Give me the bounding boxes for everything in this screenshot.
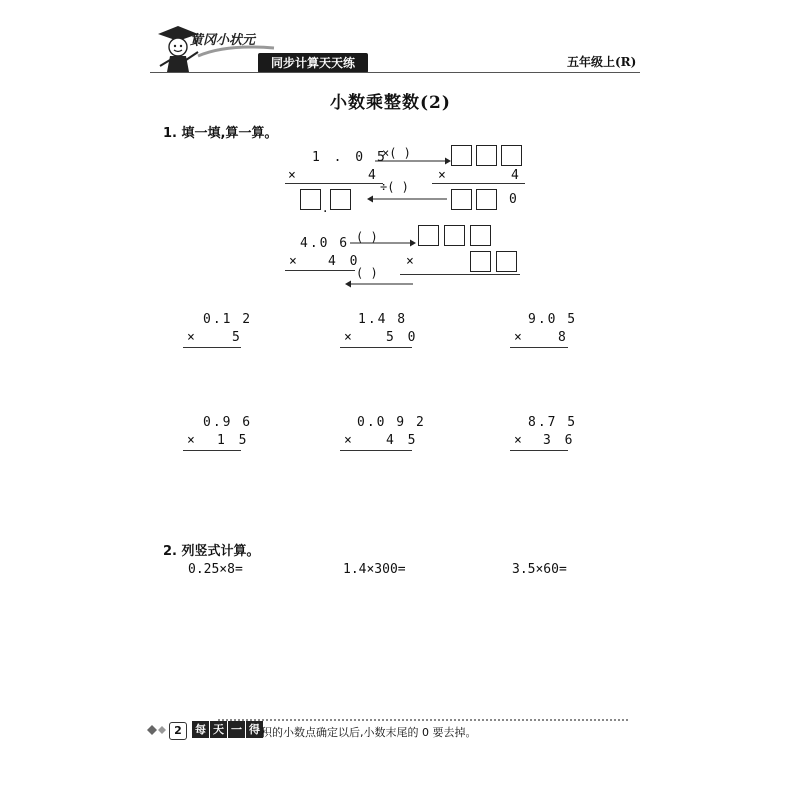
calc-item: 1.4×300= — [343, 562, 406, 577]
answer-box[interactable] — [501, 145, 522, 166]
answer-box[interactable] — [451, 145, 472, 166]
grade-label: 五年级上(R) — [567, 55, 637, 69]
series-title: 同步计算天天练 — [258, 53, 368, 73]
times-sign: × — [344, 433, 352, 448]
problem-top: 8.7 5 — [528, 415, 578, 430]
diagram-b-multiplier: 4 0 — [328, 254, 361, 269]
tip-char: 每 — [192, 721, 209, 738]
problem-top: 0.1 2 — [203, 312, 253, 327]
problem-rule — [510, 450, 568, 451]
times-sign: × — [514, 433, 522, 448]
diagram-b-times-sign: × — [289, 254, 297, 269]
problem-top: 0.0 9 2 — [357, 415, 426, 430]
answer-box[interactable] — [470, 251, 491, 272]
diagram-b-left-rule — [285, 270, 355, 271]
answer-box[interactable] — [470, 225, 491, 246]
tip-char: 一 — [228, 721, 245, 738]
answer-box[interactable] — [476, 189, 497, 210]
problem-rule — [340, 450, 412, 451]
problem-bottom: 8 — [558, 330, 566, 345]
daily-tip: 积的小数点确定以后,小数末尾的 0 要去掉。 — [261, 726, 477, 739]
answer-box[interactable] — [330, 189, 351, 210]
answer-box[interactable] — [496, 251, 517, 272]
question-1-label: 1. 填一填,算一算。 — [163, 126, 278, 141]
diagram-b-right-times: × — [406, 254, 414, 269]
diagram-a-right-times: × — [438, 168, 446, 183]
right-arrow-icon — [350, 238, 416, 248]
answer-box[interactable] — [444, 225, 465, 246]
brand-logo-text: 黄冈小状元 — [190, 33, 256, 48]
diagram-a-times-sign: × — [288, 168, 296, 183]
arrow-bottom-label: ( ) — [356, 266, 378, 280]
question-2-label: 2. 列竖式计算。 — [163, 544, 260, 559]
problem-rule — [340, 347, 412, 348]
diagram-b-right-rule — [400, 274, 520, 275]
problem-top: 0.9 6 — [203, 415, 253, 430]
answer-box[interactable] — [418, 225, 439, 246]
answer-box[interactable] — [451, 189, 472, 210]
left-arrow-icon — [367, 194, 447, 204]
decimal-point: . — [323, 200, 328, 216]
diamond-ornament-icon — [146, 724, 170, 736]
problem-bottom: 5 0 — [386, 330, 419, 345]
arrow-top-label: ( ) — [356, 230, 378, 244]
problem-bottom: 1 5 — [217, 433, 250, 448]
right-arrow-icon — [375, 156, 451, 166]
page-number: 2 — [169, 722, 187, 740]
problem-rule — [183, 347, 241, 348]
divide-by-label: ÷( ) — [380, 180, 409, 194]
times-sign: × — [344, 330, 352, 345]
header-divider — [150, 72, 640, 73]
answer-box[interactable] — [300, 189, 321, 210]
left-arrow-icon — [345, 279, 413, 289]
diagram-a-right-multiplier: 4 — [511, 168, 519, 183]
problem-bottom: 5 — [232, 330, 240, 345]
problem-bottom: 3 6 — [543, 433, 576, 448]
trailing-zero: 0 — [509, 192, 517, 207]
problem-top: 9.0 5 — [528, 312, 578, 327]
calc-item: 3.5×60= — [512, 562, 567, 577]
problem-rule — [183, 450, 241, 451]
problem-bottom: 4 5 — [386, 433, 419, 448]
times-sign: × — [514, 330, 522, 345]
diagram-a-multiplier: 4 — [368, 168, 376, 183]
page-title: 小数乘整数(2) — [330, 93, 451, 113]
multiply-by-label: ×( ) — [382, 146, 411, 160]
diagram-a-top-number: 1 . 0 5 — [312, 150, 388, 165]
footer-dotted-line — [218, 719, 628, 721]
times-sign: × — [187, 433, 195, 448]
problem-top: 1.4 8 — [358, 312, 408, 327]
diagram-a-left-rule — [285, 183, 383, 184]
calc-item: 0.25×8= — [188, 562, 243, 577]
problem-rule — [510, 347, 568, 348]
diagram-b-top-number: 4.0 6 — [300, 236, 350, 251]
answer-box[interactable] — [476, 145, 497, 166]
tip-char: 天 — [210, 721, 227, 738]
tip-char: 得 — [246, 721, 263, 738]
times-sign: × — [187, 330, 195, 345]
diagram-a-right-rule — [432, 183, 525, 184]
